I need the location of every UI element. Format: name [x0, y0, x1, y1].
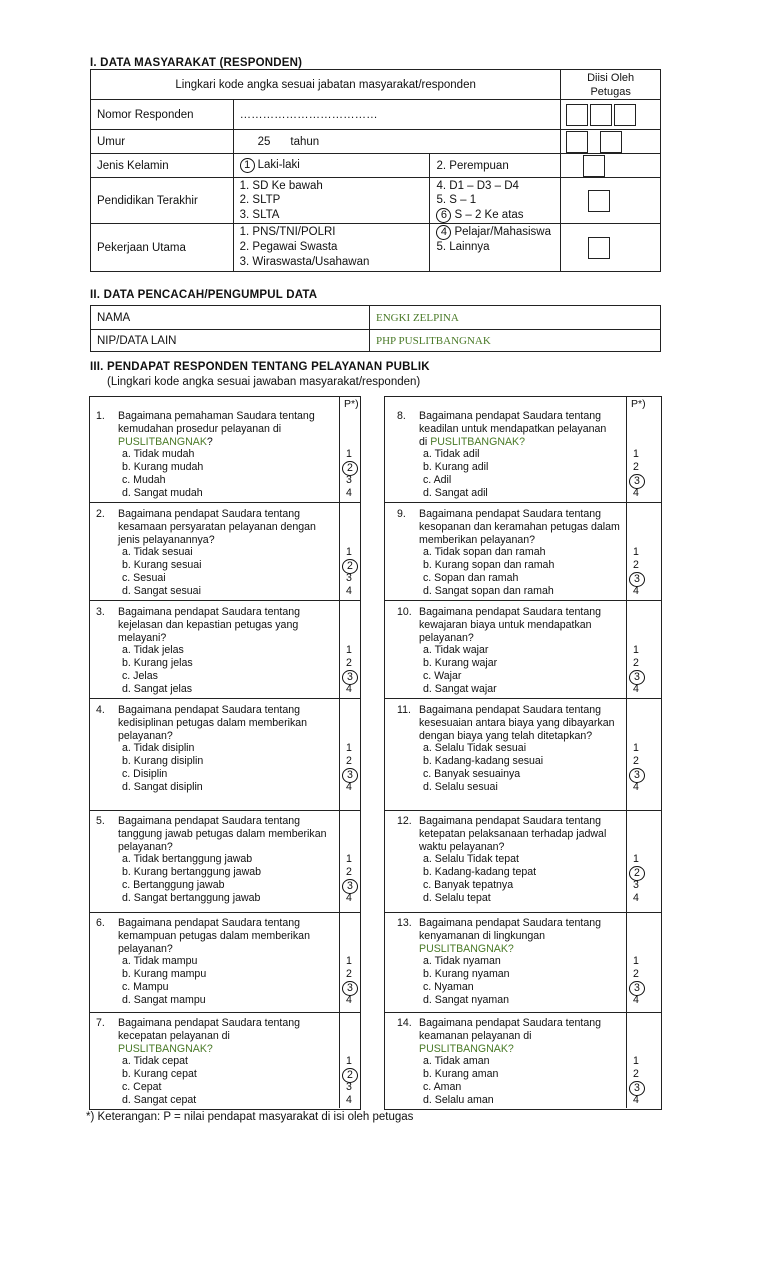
answer-option[interactable]: c. Wajar: [423, 669, 462, 682]
answer-option[interactable]: d. Sangat sesuai: [122, 584, 201, 597]
edu-opt[interactable]: 3. SLTA: [239, 208, 280, 221]
score-circled[interactable]: 2: [342, 461, 358, 476]
gender-label: Jenis Kelamin: [91, 154, 234, 178]
question-text: Bagaimana pendapat Saudara tentang keamanan pelayanan di: [419, 1017, 602, 1042]
question-text-block: [118, 1017, 332, 1055]
score-value[interactable]: 4: [633, 780, 639, 793]
score-value[interactable]: 1: [633, 644, 639, 657]
job-opt[interactable]: 1. PNS/TNI/POLRI: [239, 226, 336, 238]
edu-label: Pendidikan Terakhir: [91, 178, 234, 224]
score-circled[interactable]: 2: [629, 866, 645, 881]
question-number: 13.: [397, 917, 412, 929]
question-suffix: ?: [206, 435, 213, 448]
nomor-label: Nomor Responden: [91, 100, 234, 130]
answer-option[interactable]: a. Tidak sesuai: [122, 546, 193, 559]
answer-option[interactable]: b. Kurang sopan dan ramah: [423, 559, 555, 572]
answer-option[interactable]: a. Tidak wajar: [423, 644, 489, 657]
question-11: [397, 704, 633, 742]
edu-opt[interactable]: 4. D1 – D3 – D4: [436, 179, 519, 192]
answer-option[interactable]: c. Jelas: [122, 669, 158, 682]
question-text-block: [118, 508, 332, 546]
question-divider: [89, 698, 360, 699]
answer-option[interactable]: b. Kurang disiplin: [122, 755, 204, 768]
score-circled[interactable]: 3: [629, 572, 645, 587]
question-5: [96, 815, 332, 853]
question-number: 5.: [96, 815, 105, 827]
score-value[interactable]: 2: [633, 1068, 639, 1081]
answer-option[interactable]: a. Tidak nyaman: [423, 955, 501, 968]
nip-value[interactable]: PHP PUSLITBANGNAK: [370, 330, 661, 352]
answer-option[interactable]: b. Kurang bertanggung jawab: [122, 866, 262, 879]
answer-option[interactable]: d. Sangat jelas: [122, 682, 193, 695]
job-opt[interactable]: 2. Pegawai Swasta: [239, 241, 338, 253]
score-value[interactable]: 4: [346, 993, 352, 1006]
answer-option[interactable]: b. Kurang sesuai: [122, 559, 202, 572]
question-place: PUSLITBANGNAK?: [118, 1042, 213, 1055]
question-9: [397, 508, 633, 546]
question-text-block: [118, 410, 332, 448]
gender-code-circled: 1: [240, 158, 255, 173]
question-number: 6.: [96, 917, 105, 929]
score-value[interactable]: 4: [346, 780, 352, 793]
question-text-block: [118, 917, 332, 955]
answer-option[interactable]: d. Sangat disiplin: [122, 780, 203, 793]
answer-option[interactable]: a. Tidak adil: [423, 448, 480, 461]
section1-title: I. DATA MASYARAKAT (RESPONDEN): [90, 57, 303, 69]
score-value[interactable]: 2: [346, 755, 352, 768]
score-value[interactable]: 1: [346, 742, 352, 755]
answer-option[interactable]: b. Kurang nyaman: [423, 968, 510, 981]
question-divider: [384, 810, 661, 811]
score-value[interactable]: 3: [346, 571, 352, 584]
answer-option[interactable]: b. Kurang mampu: [122, 968, 207, 981]
answer-option[interactable]: d. Sangat bertanggung jawab: [122, 891, 261, 904]
question-text: Bagaimana pendapat Saudara tentang tanggung jawab petugas dalam memberikan pelayanan?: [118, 815, 327, 853]
question-divider: [384, 502, 661, 503]
answer-option[interactable]: b. Kurang cepat: [122, 1068, 197, 1081]
question-text-block: [419, 508, 633, 546]
score-value[interactable]: 1: [346, 644, 352, 657]
score-circled[interactable]: 2: [342, 559, 358, 574]
score-value[interactable]: 2: [633, 968, 639, 981]
question-text: Bagaimana pendapat Saudara tentang kedisiplinan petugas dalam memberikan pelayanan?: [118, 704, 308, 742]
question-divider: [384, 600, 661, 601]
answer-option[interactable]: c. Mudah: [122, 473, 166, 486]
score-value[interactable]: 1: [633, 448, 639, 461]
question-text-block: [419, 1017, 633, 1055]
question-prefix: di: [419, 435, 431, 448]
score-value[interactable]: 2: [633, 657, 639, 670]
question-divider: [89, 810, 360, 811]
answer-option[interactable]: d. Sangat mudah: [122, 486, 203, 499]
answer-option[interactable]: a. Tidak jelas: [122, 644, 184, 657]
answer-option[interactable]: c. Aman: [423, 1080, 462, 1093]
score-value[interactable]: 1: [346, 955, 352, 968]
score-value[interactable]: 4: [346, 486, 352, 499]
question-number: 2.: [96, 508, 105, 520]
answer-option[interactable]: d. Selalu sesuai: [423, 780, 498, 793]
question-text-block: [419, 815, 633, 853]
score-value[interactable]: 2: [633, 559, 639, 572]
score-circled[interactable]: 3: [629, 768, 645, 783]
question-divider: [89, 600, 360, 601]
gender-option-male[interactable]: [233, 154, 430, 178]
nip-label: NIP/DATA LAIN: [91, 330, 370, 352]
answer-option[interactable]: d. Sangat cepat: [122, 1093, 197, 1106]
question-text-block: [118, 606, 332, 644]
job-code-box[interactable]: [561, 224, 661, 272]
question-7: [96, 1017, 332, 1055]
left-p-header: P*): [344, 398, 359, 410]
job-label: Pekerjaan Utama: [91, 224, 234, 272]
question-place: PUSLITBANGNAK?: [430, 435, 525, 448]
answer-option[interactable]: d. Sangat sopan dan ramah: [423, 584, 554, 597]
section3-title: III. PENDAPAT RESPONDEN TENTANG PELAYANAN PUBLIK: [90, 361, 430, 373]
gender-code-box[interactable]: [561, 154, 661, 178]
score-value[interactable]: 1: [633, 1055, 639, 1068]
question-divider: [89, 502, 360, 503]
question-text: Bagaimana pendapat Saudara tentang kenyamanan di lingkungan: [419, 917, 602, 942]
score-value[interactable]: 1: [633, 546, 639, 559]
job-opt[interactable]: 3. Wiraswasta/Usahawan: [239, 256, 370, 268]
answer-option[interactable]: a. Selalu Tidak sesuai: [423, 742, 527, 755]
question-text: Bagaimana pemahaman Saudara tentang kemudahan prosedur pelayanan di: [118, 410, 315, 435]
edu-opt-selected[interactable]: [436, 208, 554, 223]
edu-options-left[interactable]: [233, 178, 430, 224]
question-number: 1.: [96, 410, 105, 422]
question-12: [397, 815, 633, 853]
question-1: [96, 410, 332, 448]
gender-option-female[interactable]: 2. Perempuan: [430, 154, 561, 178]
score-circled[interactable]: 3: [342, 879, 358, 894]
question-number: 11.: [397, 704, 411, 716]
score-circled[interactable]: 3: [629, 981, 645, 996]
question-number: 9.: [397, 508, 406, 520]
answer-option[interactable]: c. Cepat: [122, 1080, 162, 1093]
score-value[interactable]: 4: [633, 682, 639, 695]
score-value[interactable]: 2: [346, 657, 352, 670]
question-number: 7.: [96, 1017, 105, 1029]
score-circled[interactable]: 2: [342, 1068, 358, 1083]
edu-opt[interactable]: 1. SD Ke bawah: [239, 179, 323, 192]
umur-value: 25: [257, 135, 271, 148]
question-text: Bagaimana pendapat Saudara tentang kecepatan pelayanan di: [118, 1017, 301, 1042]
question-text: Bagaimana pendapat Saudara tentang kejelasan dan kepastian petugas yang melayani?: [118, 606, 301, 644]
question-text-block: [419, 606, 633, 644]
score-value[interactable]: 2: [633, 461, 639, 474]
answer-option[interactable]: d. Sangat nyaman: [423, 993, 509, 1006]
answer-option[interactable]: a. Tidak mudah: [122, 448, 195, 461]
score-value[interactable]: 4: [346, 1093, 352, 1106]
question-2: [96, 508, 332, 546]
enumerator-table: [90, 305, 661, 352]
question-number: 4.: [96, 704, 105, 716]
score-circled[interactable]: 3: [342, 670, 358, 685]
answer-option[interactable]: c. Bertanggung jawab: [122, 878, 225, 891]
question-divider: [384, 698, 661, 699]
answer-option[interactable]: c. Banyak tepatnya: [423, 878, 514, 891]
score-value[interactable]: 2: [633, 755, 639, 768]
job-opt1-text: Pelajar/Mahasiswa: [454, 226, 551, 238]
answer-option[interactable]: b. Kurang aman: [423, 1068, 499, 1081]
answer-option[interactable]: c. Mampu: [122, 980, 169, 993]
answer-option[interactable]: c. Nyaman: [423, 980, 474, 993]
question-number: 8.: [397, 410, 406, 422]
score-value[interactable]: 4: [346, 682, 352, 695]
question-13: [397, 917, 633, 955]
score-value[interactable]: 4: [633, 993, 639, 1006]
score-value[interactable]: 1: [346, 448, 352, 461]
question-6: [96, 917, 332, 955]
answer-option[interactable]: a. Tidak aman: [423, 1055, 490, 1068]
edu-code-circled: 6: [436, 208, 451, 223]
answer-option[interactable]: a. Tidak disiplin: [122, 742, 195, 755]
question-place: PUSLITBANGNAK?: [419, 942, 514, 955]
edu-opt3-text: S – 2 Ke atas: [454, 208, 524, 221]
question-place: PUSLITBANGNAK: [118, 435, 207, 448]
answer-option[interactable]: a. Tidak sopan dan ramah: [423, 546, 546, 559]
score-value[interactable]: 1: [633, 853, 639, 866]
question-text: Bagaimana pendapat Saudara tentang kewajaran biaya untuk mendapatkan pelayanan?: [419, 606, 602, 644]
question-8: [397, 410, 633, 448]
job-options-left[interactable]: [233, 224, 430, 272]
officer-header: Diisi Oleh Petugas: [561, 70, 661, 100]
score-circled[interactable]: 3: [629, 670, 645, 685]
score-value[interactable]: 1: [633, 742, 639, 755]
score-value[interactable]: 4: [633, 486, 639, 499]
score-value[interactable]: 2: [346, 968, 352, 981]
question-text: Bagaimana pendapat Saudara tentang kesamaan persyaratan pelayanan dengan jenis pelayanannya?: [118, 508, 316, 546]
respondent-table: [90, 69, 661, 272]
score-value[interactable]: 1: [346, 546, 352, 559]
umur-field[interactable]: [233, 130, 561, 154]
answer-option[interactable]: b. Kurang jelas: [122, 657, 193, 670]
score-value[interactable]: 3: [633, 878, 639, 891]
question-text-block: [118, 704, 332, 742]
edu-opt[interactable]: 2. SLTP: [239, 194, 281, 207]
answer-option[interactable]: b. Kurang wajar: [423, 657, 498, 670]
score-value[interactable]: 1: [346, 853, 352, 866]
answer-option[interactable]: a. Tidak cepat: [122, 1055, 188, 1068]
section3-subtitle: (Lingkari kode angka sesuai jawaban masyarakat/responden): [107, 376, 421, 388]
answer-option[interactable]: d. Sangat wajar: [423, 682, 497, 695]
score-value[interactable]: 4: [346, 584, 352, 597]
question-divider: [384, 1012, 661, 1013]
nama-label: NAMA: [91, 306, 370, 330]
answer-option[interactable]: a. Tidak mampu: [122, 955, 198, 968]
question-divider: [384, 912, 661, 913]
answer-option[interactable]: c. Adil: [423, 473, 452, 486]
question-10: [397, 606, 633, 644]
answer-option[interactable]: d. Selalu aman: [423, 1093, 494, 1106]
question-text-block: [419, 917, 633, 955]
score-circled[interactable]: 3: [342, 981, 358, 996]
job-opt[interactable]: 5. Lainnya: [436, 241, 490, 253]
footnote: *) Keterangan: P = nilai pendapat masyarakat di isi oleh petugas: [86, 1111, 414, 1123]
score-circled[interactable]: 3: [629, 1081, 645, 1096]
edu-opt[interactable]: 5. S – 1: [436, 194, 477, 206]
question-14: [397, 1017, 633, 1055]
umur-code-boxes[interactable]: [561, 130, 661, 154]
job-opt-selected[interactable]: [436, 225, 554, 240]
question-divider: [89, 1012, 360, 1013]
question-text-block: [419, 410, 633, 448]
answer-option[interactable]: d. Selalu tepat: [423, 891, 491, 904]
nomor-value[interactable]: ………………………………: [233, 100, 561, 130]
answer-option[interactable]: c. Disiplin: [122, 767, 168, 780]
score-value[interactable]: 4: [633, 891, 639, 904]
question-text: Bagaimana pendapat Saudara tentang keadilan untuk mendapatkan pelayanan: [419, 410, 607, 435]
question-text-block: [118, 815, 332, 853]
score-circled[interactable]: 3: [342, 768, 358, 783]
gender-opt1-text: Laki-laki: [257, 159, 300, 171]
answer-option[interactable]: b. Kurang adil: [423, 461, 489, 474]
question-number: 14.: [397, 1017, 412, 1029]
umur-label: Umur: [91, 130, 234, 154]
question-3: [96, 606, 332, 644]
answer-option[interactable]: b. Kadang-kadang tepat: [423, 866, 537, 879]
instruction-cell: Lingkari kode angka sesuai jabatan masyarakat/responden: [91, 70, 561, 100]
question-4: [96, 704, 332, 742]
question-text: Bagaimana pendapat Saudara tentang kesopanan dan keramahan petugas dalam memberikan pelayanan?: [419, 508, 620, 546]
job-options-right[interactable]: [430, 224, 561, 272]
answer-option[interactable]: d. Sangat mampu: [122, 993, 206, 1006]
score-value[interactable]: 4: [633, 1093, 639, 1106]
job-code-circled: 4: [436, 225, 451, 240]
nomor-code-boxes[interactable]: [561, 100, 661, 130]
answer-option[interactable]: b. Kurang mudah: [122, 461, 204, 474]
score-value[interactable]: 2: [346, 866, 352, 879]
score-value[interactable]: 4: [346, 891, 352, 904]
answer-option[interactable]: c. Sesuai: [122, 571, 166, 584]
edu-code-box[interactable]: [561, 178, 661, 224]
nama-value[interactable]: ENGKI ZELPINA: [370, 306, 661, 330]
question-text: Bagaimana pendapat Saudara tentang ketepatan pelaksanaan terhadap jadwal waktu pelayanan?: [419, 815, 607, 853]
score-value[interactable]: 3: [346, 1080, 352, 1093]
edu-options-right[interactable]: [430, 178, 561, 224]
question-text: Bagaimana pendapat Saudara tentang kemampuan petugas dalam memberikan pelayanan?: [118, 917, 310, 955]
section2-title: II. DATA PENCACAH/PENGUMPUL DATA: [90, 289, 318, 301]
score-value[interactable]: 1: [346, 1055, 352, 1068]
score-value[interactable]: 4: [633, 584, 639, 597]
answer-option[interactable]: a. Selalu Tidak tepat: [423, 853, 519, 866]
question-divider: [89, 912, 360, 913]
question-number: 12.: [397, 815, 412, 827]
umur-unit: tahun: [290, 135, 320, 148]
answer-option[interactable]: d. Sangat adil: [423, 486, 488, 499]
question-text-block: [419, 704, 633, 742]
question-number: 10.: [397, 606, 412, 618]
answer-option[interactable]: a. Tidak bertanggung jawab: [122, 853, 253, 866]
question-number: 3.: [96, 606, 105, 618]
right-p-header: P*): [631, 398, 646, 410]
score-circled[interactable]: 3: [629, 474, 645, 489]
answer-option[interactable]: c. Sopan dan ramah: [423, 571, 519, 584]
score-value[interactable]: 1: [633, 955, 639, 968]
score-value[interactable]: 3: [346, 473, 352, 486]
answer-option[interactable]: b. Kadang-kadang sesuai: [423, 755, 544, 768]
question-text: Bagaimana pendapat Saudara tentang kesesuaian antara biaya yang dibayarkan dengan biaya yang telah ditetapkan?: [419, 704, 615, 742]
answer-option[interactable]: c. Banyak sesuainya: [423, 767, 521, 780]
question-place: PUSLITBANGNAK?: [419, 1042, 514, 1055]
